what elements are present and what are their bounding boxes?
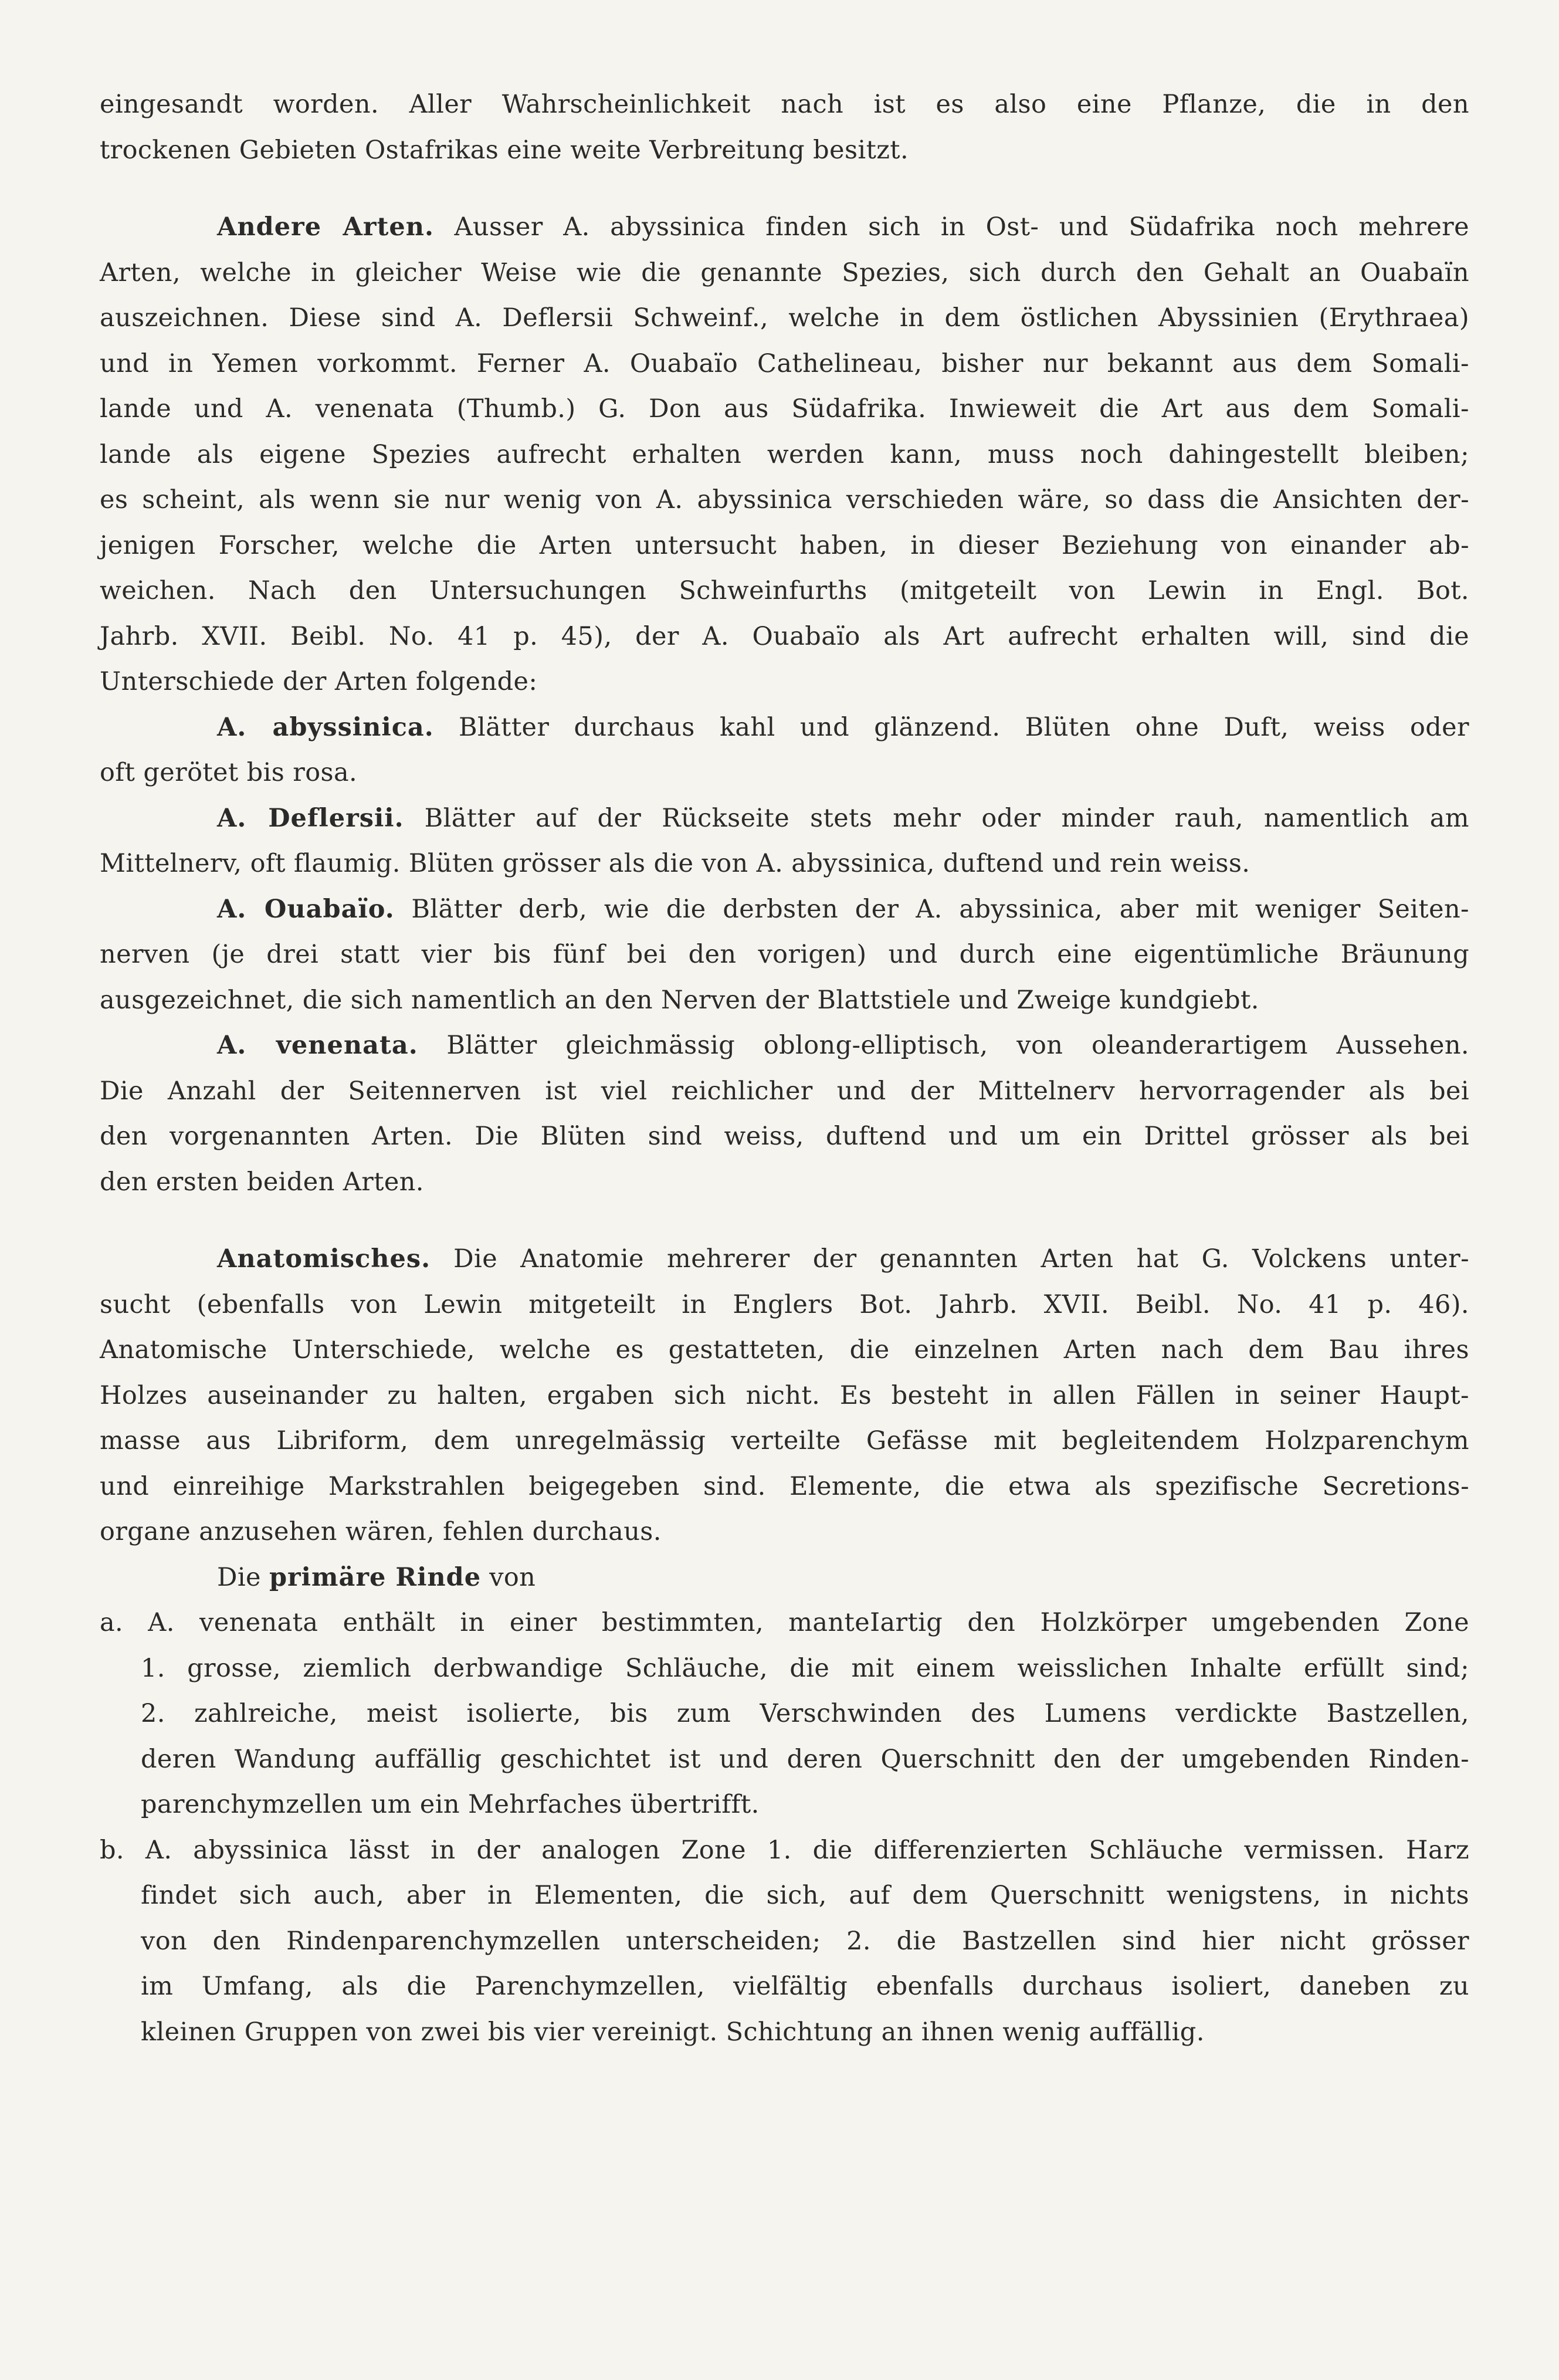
line-text: 1. grosse, ziemlich derbwandige Schläuche, die mit einem weisslichen Inhalte erfüllt sind; (141, 1653, 1469, 1683)
section-heading: Anatomisches. (217, 1244, 431, 1274)
line-text: Unterschiede der Arten folgende: (100, 667, 538, 696)
line-text: nerven (je drei statt vier bis fünf bei den vorigen) und durch eine eigentümliche Bräunung (100, 940, 1469, 969)
line-text: Blätter auf der Rückseite stets mehr oder minder rauh, namentlich am (404, 803, 1469, 833)
line-text: b. A. abyssinica lässt in der analogen Zone 1. die differenzierten Schläuche vermissen. Harz (100, 1835, 1469, 1865)
line-text: findet sich auch, aber in Elementen, die sich, auf dem Querschnitt wenigstens, in nichts (141, 1881, 1469, 1910)
text-line (100, 1964, 1469, 2010)
text-line (100, 1919, 1469, 1965)
text-line (100, 296, 1469, 341)
text-line (100, 523, 1469, 569)
line-text: Ausser A. abyssinica finden sich in Ost- und Südafrika noch mehrere (433, 212, 1469, 242)
line-text: Mittelnerv, oft flaumig. Blüten grösser als die von A. abyssinica, duftend und rein weiss. (100, 849, 1250, 878)
line-text: im Umfang, als die Parenchymzellen, vielfältig ebenfalls durchaus isoliert, daneben zu (141, 1972, 1469, 2001)
text-line (100, 205, 1469, 250)
section-heading: A. Deflersii. (217, 803, 404, 833)
text-line (100, 1282, 1469, 1328)
line-text: von den Rindenparenchymzellen unterscheiden; 2. die Bastzellen sind hier nicht grösser (141, 1926, 1469, 1956)
line-text: Die Anatomie mehrerer der genannten Arten hat G. Volckens unter- (431, 1244, 1469, 1274)
line-text: masse aus Libriform, dem unregelmässig verteilte Gefässe mit begleitendem Holzparenchym (100, 1426, 1469, 1455)
text-line (100, 1023, 1469, 1069)
line-text: von (481, 1562, 536, 1592)
line-text: Arten, welche in gleicher Weise wie die genannte Spezies, sich durch den Gehalt an Ouabaïn (100, 258, 1469, 287)
line-text: es scheint, als wenn sie nur wenig von A. abyssinica verschieden wäre, so dass die Ansichten der- (100, 485, 1469, 514)
line-text: sucht (ebenfalls von Lewin mitgeteilt in Englers Bot. Jahrb. XVII. Beibl. No. 41 p. 46). (100, 1289, 1469, 1319)
text-line (100, 1373, 1469, 1419)
text-line (100, 1691, 1469, 1737)
text-line (100, 250, 1469, 296)
line-text: und in Yemen vorkommt. Ferner A. Ouabaïo Cathelineau, bisher nur bekannt aus dem Somali- (100, 348, 1469, 378)
line-text: Anatomische Unterschiede, welche es gestatteten, die einzelnen Arten nach dem Bau ihres (100, 1335, 1469, 1365)
text-line (100, 1828, 1469, 1874)
text-line (100, 1782, 1469, 1828)
text-line (100, 432, 1469, 478)
line-text: Blätter gleichmässig oblong-elliptisch, von oleanderartigem Aussehen. (418, 1031, 1469, 1060)
line-text: lande und A. venenata (Thumb.) G. Don aus Südafrika. Inwieweit die Art aus dem Somali- (100, 394, 1469, 424)
text-line (100, 2010, 1469, 2056)
line-text: ausgezeichnet, die sich namentlich an den Nerven der Blattstiele und Zweige kundgiebt. (100, 985, 1259, 1015)
section-heading: A. venenata. (217, 1031, 418, 1060)
line-text: oft gerötet bis rosa. (100, 758, 358, 787)
document-page (100, 82, 1469, 2055)
text-line (100, 341, 1469, 387)
text-line (100, 387, 1469, 432)
line-text: Die (217, 1562, 269, 1592)
line-text: deren Wandung auffällig geschichtet ist und deren Querschnitt den der umgebenden Rinden- (141, 1744, 1469, 1774)
line-text: Holzes auseinander zu halten, ergaben sich nicht. Es besteht in allen Fällen in seiner Haupt- (100, 1380, 1469, 1410)
text-line (100, 887, 1469, 933)
text-line (100, 1555, 1469, 1601)
line-text: 2. zahlreiche, meist isolierte, bis zum Verschwinden des Lumens verdickte Bastzellen, (141, 1699, 1469, 1728)
text-line (100, 1160, 1469, 1206)
text-line (100, 659, 1469, 705)
text-line (100, 932, 1469, 978)
line-text: trockenen Gebieten Ostafrikas eine weite Verbreitung besitzt. (100, 135, 909, 165)
text-line (100, 1069, 1469, 1115)
line-text: eingesandt worden. Aller Wahrscheinlichkeit nach ist es also eine Pflanze, die in den (100, 90, 1469, 119)
line-text: weichen. Nach den Untersuchungen Schweinfurths (mitgeteilt von Lewin in Engl. Bot. (100, 576, 1469, 605)
text-line (100, 1237, 1469, 1282)
text-line (100, 978, 1469, 1024)
text-line (100, 1646, 1469, 1692)
line-text: Blätter durchaus kahl und glänzend. Blüten ohne Duft, weiss oder (433, 712, 1469, 742)
text-line (100, 82, 1469, 128)
line-text: a. A. venenata enthält in einer bestimmten, manteIartig den Holzkörper umgebenden Zone (100, 1608, 1469, 1637)
line-text: und einreihige Markstrahlen beigegeben sind. Elemente, die etwa als spezifische Secretions- (100, 1471, 1469, 1501)
text-line (100, 1737, 1469, 1783)
line-text: den vorgenannten Arten. Die Blüten sind weiss, duftend und um ein Drittel grösser als bei (100, 1122, 1469, 1151)
section-heading: Andere Arten. (217, 212, 434, 242)
line-text: Jahrb. XVII. Beibl. No. 41 p. 45), der A. Ouabaïo als Art aufrecht erhalten will, sind die (100, 621, 1469, 651)
section-heading: A. abyssinica. (217, 712, 434, 742)
text-line (100, 750, 1469, 796)
text-line (100, 705, 1469, 751)
text-line (100, 1464, 1469, 1510)
line-text: jenigen Forscher, welche die Arten untersucht haben, in dieser Beziehung von einander ab- (100, 530, 1469, 560)
bold-term: primäre Rinde (269, 1562, 482, 1592)
line-text: den ersten beiden Arten. (100, 1167, 424, 1197)
line-text: Die Anzahl der Seitennerven ist viel reichlicher und der Mittelnerv hervorragender als bei (100, 1076, 1469, 1106)
text-line (100, 568, 1469, 614)
line-text: lande als eigene Spezies aufrecht erhalten werden kann, muss noch dahingestellt bleiben; (100, 439, 1469, 469)
line-text: organe anzusehen wären, fehlen durchaus. (100, 1517, 662, 1546)
line-text: Blätter derb, wie die derbsten der A. abyssinica, aber mit weniger Seiten- (394, 894, 1469, 924)
text-line (100, 1114, 1469, 1160)
text-line (100, 478, 1469, 523)
text-line (100, 1509, 1469, 1555)
text-line (100, 796, 1469, 842)
text-line (100, 128, 1469, 174)
text-line (100, 1328, 1469, 1373)
line-text: kleinen Gruppen von zwei bis vier vereinigt. Schichtung an ihnen wenig auffällig. (141, 2017, 1205, 2047)
text-line (100, 841, 1469, 887)
section-heading: A. Ouabaïo. (217, 894, 395, 924)
text-line (100, 1418, 1469, 1464)
text-line (100, 614, 1469, 660)
line-text: auszeichnen. Diese sind A. Deflersii Schweinf., welche in dem östlichen Abyssinien (Erythraea) (100, 303, 1469, 333)
text-line (100, 1600, 1469, 1646)
text-line (100, 1873, 1469, 1919)
line-text: parenchymzellen um ein Mehrfaches übertrifft. (141, 1790, 760, 1819)
